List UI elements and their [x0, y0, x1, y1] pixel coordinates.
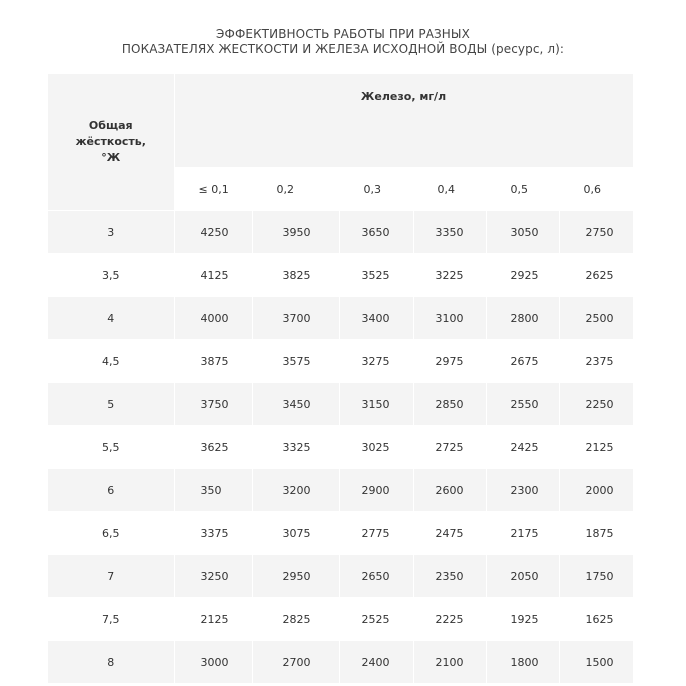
resource-value-cell: 4125: [174, 254, 252, 297]
resource-value-cell: 2100: [413, 641, 486, 684]
resource-value-cell: 3625: [174, 426, 252, 469]
hardness-cell: 3: [48, 211, 174, 254]
resource-value-cell: 3825: [252, 254, 339, 297]
resource-value-cell: 2700: [252, 641, 339, 684]
resource-value-cell: 3325: [252, 426, 339, 469]
resource-value-cell: 2600: [413, 469, 486, 512]
resource-value-cell: 3200: [252, 469, 339, 512]
resource-value-cell: 2550: [486, 383, 559, 426]
resource-value-cell: 3700: [252, 297, 339, 340]
table-row: [48, 340, 633, 383]
hardness-header-line-1: Общая: [88, 119, 133, 132]
resource-value-cell: 2625: [559, 254, 633, 297]
resource-value-cell: 1800: [486, 641, 559, 684]
hardness-header-line-3: °Ж: [101, 151, 121, 164]
resource-value-cell: 2975: [413, 340, 486, 383]
resource-value-cell: 2650: [339, 555, 413, 598]
resource-value-cell: 2225: [413, 598, 486, 641]
resource-value-cell: 2250: [559, 383, 633, 426]
hardness-cell: 7: [48, 555, 174, 598]
resource-value-cell: 3350: [413, 211, 486, 254]
resource-value-cell: 2125: [174, 598, 252, 641]
iron-level-header: ≤ 0,1: [174, 168, 252, 211]
resource-value-cell: 2475: [413, 512, 486, 555]
resource-value-cell: 350: [174, 469, 252, 512]
resource-value-cell: 3575: [252, 340, 339, 383]
hardness-header-line-2: жёсткость,: [75, 135, 146, 148]
table-body: [48, 211, 633, 684]
hardness-cell: 8: [48, 641, 174, 684]
iron-level-header: 0,3: [339, 168, 413, 211]
resource-table: [48, 74, 634, 684]
resource-value-cell: 2850: [413, 383, 486, 426]
resource-value-cell: 2050: [486, 555, 559, 598]
table-row: [48, 426, 633, 469]
hardness-cell: 5,5: [48, 426, 174, 469]
resource-value-cell: 2375: [559, 340, 633, 383]
resource-value-cell: 2750: [559, 211, 633, 254]
resource-value-cell: 4000: [174, 297, 252, 340]
iron-level-header: 0,2: [252, 168, 339, 211]
table-header-row: [48, 74, 633, 168]
resource-value-cell: 3950: [252, 211, 339, 254]
iron-level-header: 0,5: [486, 168, 559, 211]
resource-value-cell: 2675: [486, 340, 559, 383]
table-row: [48, 469, 633, 512]
iron-column-group-header: Железо, мг/л: [174, 74, 633, 168]
resource-value-cell: 2400: [339, 641, 413, 684]
resource-value-cell: 2925: [486, 254, 559, 297]
table-row: [48, 383, 633, 426]
iron-level-header: 0,6: [559, 168, 633, 211]
resource-value-cell: 1750: [559, 555, 633, 598]
table-title: [0, 27, 686, 57]
resource-value-cell: 2800: [486, 297, 559, 340]
resource-value-cell: 3250: [174, 555, 252, 598]
resource-value-cell: 2900: [339, 469, 413, 512]
resource-value-cell: 4250: [174, 211, 252, 254]
resource-value-cell: 3050: [486, 211, 559, 254]
iron-level-header: 0,4: [413, 168, 486, 211]
resource-value-cell: 2500: [559, 297, 633, 340]
resource-value-cell: 3100: [413, 297, 486, 340]
resource-value-cell: 3150: [339, 383, 413, 426]
resource-value-cell: 2950: [252, 555, 339, 598]
resource-value-cell: 3375: [174, 512, 252, 555]
resource-value-cell: 1625: [559, 598, 633, 641]
hardness-column-header: [48, 74, 174, 211]
resource-value-cell: 3225: [413, 254, 486, 297]
table-row: [48, 211, 633, 254]
resource-value-cell: 3025: [339, 426, 413, 469]
resource-value-cell: 3000: [174, 641, 252, 684]
hardness-cell: 6,5: [48, 512, 174, 555]
hardness-cell: 5: [48, 383, 174, 426]
resource-value-cell: 2775: [339, 512, 413, 555]
resource-value-cell: 3650: [339, 211, 413, 254]
resource-value-cell: 1875: [559, 512, 633, 555]
table-row: [48, 297, 633, 340]
resource-value-cell: 3525: [339, 254, 413, 297]
hardness-cell: 4: [48, 297, 174, 340]
resource-value-cell: 2175: [486, 512, 559, 555]
resource-value-cell: 2350: [413, 555, 486, 598]
table-row: [48, 598, 633, 641]
table-row: [48, 555, 633, 598]
resource-value-cell: 3275: [339, 340, 413, 383]
hardness-cell: 4,5: [48, 340, 174, 383]
resource-value-cell: 3400: [339, 297, 413, 340]
resource-value-cell: 3750: [174, 383, 252, 426]
table-row: [48, 254, 633, 297]
table-title-line-1: ЭФФЕКТИВНОСТЬ РАБОТЫ ПРИ РАЗНЫХ: [216, 27, 470, 41]
table-row: [48, 512, 633, 555]
table-title-line-2: ПОКАЗАТЕЛЯХ ЖЕСТКОСТИ И ЖЕЛЕЗА ИСХОДНОЙ ВОДЫ (ресурс, л):: [121, 42, 565, 56]
resource-value-cell: 2000: [559, 469, 633, 512]
resource-value-cell: 2525: [339, 598, 413, 641]
resource-value-cell: 3450: [252, 383, 339, 426]
resource-value-cell: 3875: [174, 340, 252, 383]
resource-value-cell: 1925: [486, 598, 559, 641]
resource-value-cell: 2825: [252, 598, 339, 641]
table-row: [48, 641, 633, 684]
hardness-cell: 3,5: [48, 254, 174, 297]
resource-value-cell: 2125: [559, 426, 633, 469]
resource-value-cell: 2425: [486, 426, 559, 469]
resource-value-cell: 3075: [252, 512, 339, 555]
resource-value-cell: 2725: [413, 426, 486, 469]
resource-value-cell: 2300: [486, 469, 559, 512]
resource-value-cell: 1500: [559, 641, 633, 684]
hardness-cell: 7,5: [48, 598, 174, 641]
hardness-cell: 6: [48, 469, 174, 512]
